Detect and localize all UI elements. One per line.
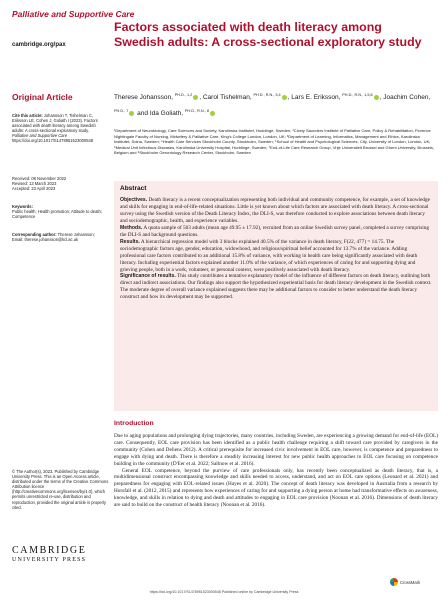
orcid-icon[interactable]: [193, 95, 198, 100]
abstract-box: [114, 181, 438, 411]
author-5: and Ida Goliath, $^{PH.D., R.N., 8}$: [137, 110, 216, 117]
orcid-icon[interactable]: [374, 95, 379, 100]
author-1: Therese Johansson, $^{PH.D., 1,2}$ ,: [114, 93, 203, 102]
crossmark-label: CrossMark: [400, 579, 421, 585]
cite-label: Cite this article:: [12, 113, 43, 118]
corresp-email[interactable]: Email: therese.johansson@kcl.ac.uk: [12, 237, 79, 243]
keywords-text: Public health; Health promotion; Attitude to death; Competence: [12, 209, 102, 220]
introduction-body: [114, 433, 438, 509]
author-2: Carol Tishelman, $^{PH.D., R.N., 3,4}$ ,: [202, 93, 292, 102]
accepted-date: Accepted: 23 April 2023: [12, 186, 56, 192]
corresp-label: Corresponding author:: [12, 232, 57, 237]
abstract-heading: Abstract: [120, 185, 147, 192]
abstract-objectives: Objectives. Death literacy is a recent conceptualization representing both individual and community competence, for example, a set of knowledge and skills for engaging in end-of-life-related situations. Little is yet known about which factors are associated with death literacy. A cross-sectional survey using the Swedish version of the Death Literacy Index, the DLI-S, was therefore conducted to explore associations between death literacy and sociodemographic, health, and experience variables.: [120, 197, 431, 224]
author-4: Joachim Cohen, $^{PH.D., 7}$: [114, 94, 430, 117]
orcid-icon[interactable]: [210, 111, 215, 116]
received-date: Received: 08 November 2022: [12, 176, 67, 181]
journal-url[interactable]: cambridge.org/pax: [12, 42, 66, 48]
affiliations: ¹Department of Neurobiology, Care Sciences and Society, Karolinska Institutet, Huddinge, Sweden; ²Cicely Saunders Institute of Palliative Care, Policy & Rehabilitation, Florence Nightingale Faculty of Nursing, Midwifery & Palliative Care, King's College London, London, UK; ³Department of Learning, Informatics, Management and Ethics, Karolinska Institutet, Solna, Sweden; ⁴Health Care Services Stockholm County, Stockholm, Sweden; ⁵School of Health and Psychological Sciences, City, University of London, London, UK; ⁶Medical Unit Infectious Diseases, Karolinska University Hospital, Huddinge, Sweden; ⁷End-of-Life Care Research Group, Vrije Universiteit Brussel and Ghent University, Brussels, Belgium and ⁸Stockholm Gerontology Research Center, Stockholm, Sweden: [114, 128, 435, 156]
author-list: [114, 89, 434, 120]
abstract-body: [120, 197, 432, 301]
author-3: Lars E. Eriksson, $^{PH.D., R.N., 1,5,6}$ ,: [291, 93, 384, 102]
cup-logo-line2: UNIVERSITY PRESS: [12, 557, 87, 563]
journal-name: Palliative and Supportive Care: [12, 9, 135, 19]
abstract-significance: Significance of results. This study contributes a tentative explanatory model of the influence of different factors on death literacy, outlining both direct and indirect associations. Our findings also support the hypothesized experiential basis for death literacy development in the Swedish context. The moderate degree of overall variance explained suggests there may be additional factors to consider to better understand the death literacy construct and how its development may be supported.: [120, 273, 432, 301]
crossmark-badge[interactable]: [390, 578, 420, 586]
corresponding-author-block: [12, 232, 106, 242]
article-title: Factors associated with death literacy among Swedish adults: A cross-sectional exploratory study: [114, 20, 422, 49]
keywords-label: Keywords:: [12, 204, 33, 209]
orcid-icon[interactable]: [129, 111, 134, 116]
cite-doi[interactable]: https://doi.org/10.1017/S1478951523000548: [12, 138, 94, 144]
cambridge-logo: [12, 545, 86, 563]
article-type: Original Article: [12, 92, 73, 102]
revised-date: Revised: 13 March 2023: [12, 181, 57, 187]
cup-logo-line1: CAMBRIDGE: [12, 545, 87, 556]
cite-journal: Palliative and Supportive Care: [12, 133, 68, 139]
abstract-results: Results. A hierarchical regression model with 3 blocks explained 40.5% of the variance in death literacy, F(22, 477) = 14.75. The sociodemographic factors age, gender, education, widowhood, and religious/spiritual belief accounted for 13.7% of the variance. Adding professional care factors contributed to an additional 15.8% of variance, with working in health care being significantly associated with death literacy. Including experiential factors explained another 11.0% of the variance, of which experiences of caring for and supporting dying and grieving people, both in a work, volunteer, or personal context, were positively associated with death literacy.: [120, 238, 418, 273]
page-footer[interactable]: https://doi.org/10.1017/S1478951523000548 Published online by Cambridge University Press: [149, 590, 299, 594]
abstract-methods: Methods. A quota sample of 503 adults (mean age 49.95 ± 17.92), recruited from an online Swedish survey panel, completed a survey comprising the DLI-S and background questions.: [120, 224, 429, 238]
crossmark-icon: [390, 578, 398, 586]
cite-text: Johansson T, Tishelman C, Eriksson LE, Cohen J, Goliath I (2023). Factors associated with death literacy among Swedish adults: A cross-sectional exploratory study.: [12, 113, 98, 134]
corresp-name: Therese Johansson;: [57, 232, 95, 237]
dates-block: [12, 176, 106, 191]
keywords-block: [12, 204, 106, 219]
introduction-heading: Introduction: [114, 420, 154, 427]
citation-block: [12, 113, 106, 144]
intro-paragraph-1: Due to aging populations and prolonging dying trajectories, many countries, including Sweden, are experiencing a growing demand for end-of-life (EOL) care. Consequently, EOL care provision has been identified as a public health challenge requiring a shift toward care provided by caregivers in the community (Cohen and Deliens 2012). A critical prerequisite for increased civic involvement in EOL care, however, is competence and preparedness to engage with dying and death. There is therefore a steadily increasing interest for new public health approaches to EOL care focusing on competence building in the community (D'Eer et al. 2022; Sallnow et al. 2016).: [114, 433, 438, 467]
intro-paragraph-2: General EOL competence, beyond the purview of care professionals only, has recently been conceptualized as death literacy, that is, a multidimensional construct encompassing knowledge and skills needed to access, understand, and act on EOL care options (Leonard et al. 2021) and preparedness for engaging with EOL-related issues (Hayes et al. 2020). The concept of death literacy was developed in Australia from a research by Horsfall et al. (2012, 2015) and represents how experiences of caring for and supporting a dying person at home had transformative effects on awareness, knowledge, and skills in relation to dying and death and attitudes to engaging in EOL care provision (Noonan et al. 2016). Dimensions of death literacy are said to build on the construct of health literacy (Noonan et al. 2016).: [114, 467, 438, 509]
orcid-icon[interactable]: [282, 95, 287, 100]
license-text: © The Author(s), 2023. Published by Cambridge University Press. This is an Open Access article, distributed under the terms of the Creative Commons Attribution licence (http://creativecommons.org/licenses/by/4.0), which permits unrestricted re-use, distribution and reproduction, provided the original article is properly cited.: [12, 469, 109, 510]
